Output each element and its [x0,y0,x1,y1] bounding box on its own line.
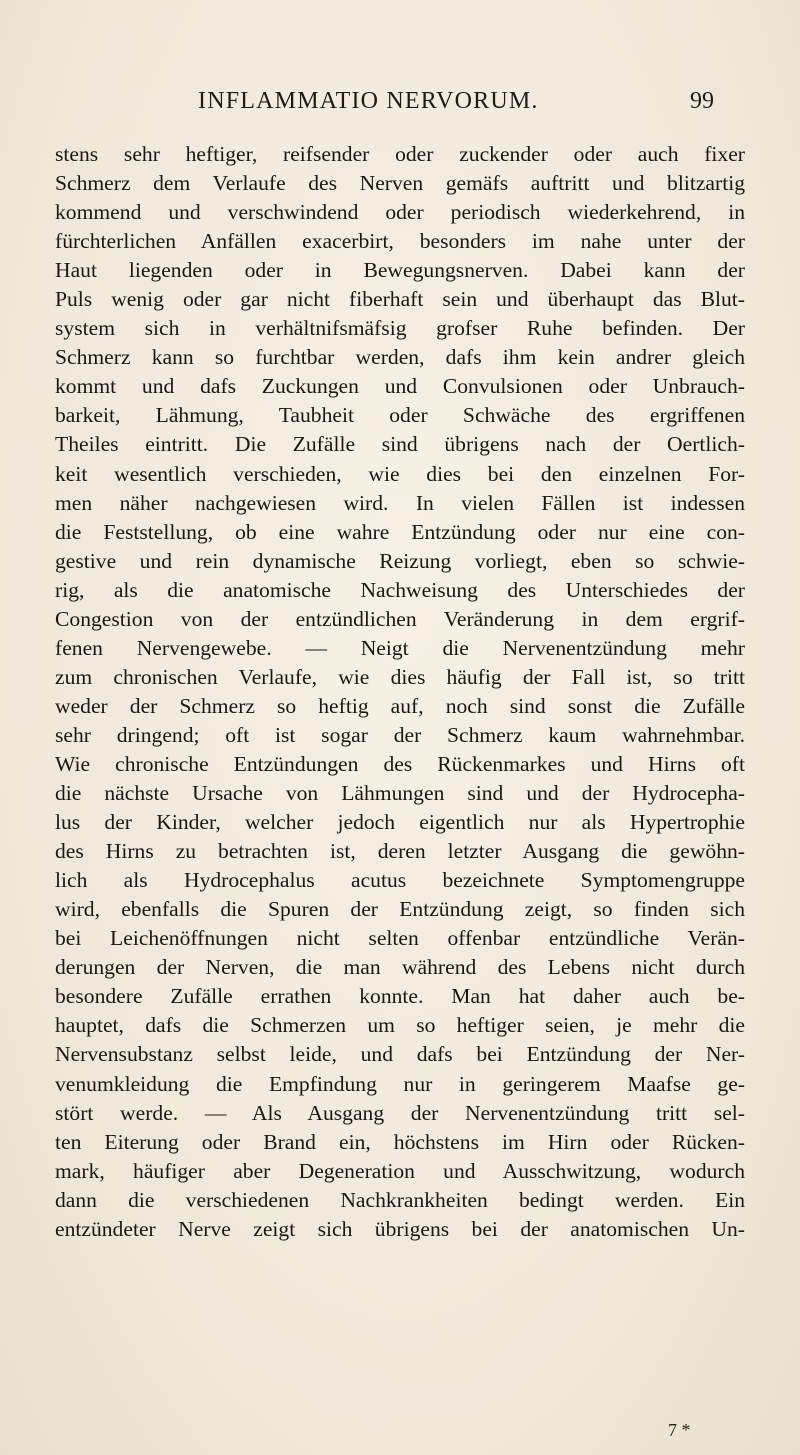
text-line: stens sehr heftiger, reifsender oder zuckender oder auch fixer [55,142,745,166]
text-line: weder der Schmerz so heftig auf, noch sind sonst die Zufälle [55,693,745,718]
text-line: dann die verschiedenen Nachkrankheiten bedingt werden. Ein [55,1187,745,1212]
text-line: men näher nachgewiesen wird. In vielen Fällen ist indessen [55,490,745,515]
text-line: mark, häufiger aber Degeneration und Ausschwitzung, wodurch [55,1158,745,1183]
text-line: Puls wenig oder gar nicht fiberhaft sein und überhaupt das Blut- [55,287,745,312]
text-line: sehr dringend; oft ist sogar der Schmerz kaum wahrnehmbar. [55,722,745,747]
text-line: kommend und verschwindend oder periodisch wiederkehrend, in [55,200,745,225]
text-line: entzündeter Nerve zeigt sich übrigens bei der anatomischen Un- [55,1216,745,1241]
text-line: wird, ebenfalls die Spuren der Entzündung zeigt, so finden sich [55,897,745,922]
text-line: Schmerz dem Verlaufe des Nerven gemäfs auftritt und blitzartig [55,171,745,196]
text-line: besondere Zufälle errathen konnte. Man hat daher auch be- [55,984,745,1009]
page-number: 99 [690,88,714,114]
text-line: gestive und rein dynamische Reizung vorliegt, eben so schwie- [55,548,745,573]
text-line: die nächste Ursache von Lähmungen sind und der Hydrocepha- [55,781,745,806]
text-line: Congestion von der entzündlichen Veränderung in dem ergrif- [55,606,745,631]
text-line: die Feststellung, ob eine wahre Entzündung oder nur eine con- [55,519,745,544]
text-line: zum chronischen Verlaufe, wie dies häufig der Fall ist, so tritt [55,664,745,689]
text-line: fürchterlichen Anfällen exacerbirt, besonders im nahe unter der [55,229,745,254]
text-line: kommt und dafs Zuckungen und Convulsionen oder Unbrauch- [55,374,745,399]
text-line: stört werde. — Als Ausgang der Nervenentzündung tritt sel- [55,1100,745,1125]
text-line: lich als Hydrocephalus acutus bezeichnete Symptomengruppe [55,868,745,893]
text-line: Haut liegenden oder in Bewegungsnerven. Dabei kann der [55,258,745,283]
signature-mark: 7 * [668,1420,691,1440]
text-line: rig, als die anatomische Nachweisung des Unterschiedes der [55,577,745,602]
text-line: derungen der Nerven, die man während des Lebens nicht durch [55,955,745,980]
text-line: Theiles eintritt. Die Zufälle sind übrigens nach der Oertlich- [55,432,745,457]
text-line: des Hirns zu betrachten ist, deren letzter Ausgang die gewöhn- [55,839,745,864]
text-line: Wie chronische Entzündungen des Rückenmarkes und Hirns oft [55,751,745,776]
text-line: Nervensubstanz selbst leide, und dafs bei Entzündung der Ner- [55,1042,745,1067]
text-line: ten Eiterung oder Brand ein, höchstens im Hirn oder Rücken- [55,1129,745,1154]
text-line: Schmerz kann so furchtbar werden, dafs ihm kein andrer gleich [55,345,745,370]
text-line: venumkleidung die Empfindung nur in geringerem Maafse ge- [55,1071,745,1096]
body-text [55,140,745,1244]
running-head [0,88,800,128]
text-line: barkeit, Lähmung, Taubheit oder Schwäche des ergriffenen [55,403,745,428]
text-line: system sich in verhältnifsmäfsig grofser Ruhe befinden. Der [55,316,745,341]
text-line: bei Leichenöffnungen nicht selten offenbar entzündliche Verän- [55,926,745,951]
running-title: INFLAMMATIO NERVORUM. [198,88,539,114]
text-line: lus der Kinder, welcher jedoch eigentlich nur als Hypertrophie [55,810,745,835]
text-line: keit wesentlich verschieden, wie dies bei den einzelnen For- [55,461,745,486]
text-line: hauptet, dafs die Schmerzen um so heftiger seien, je mehr die [55,1013,745,1038]
text-line: fenen Nervengewebe. — Neigt die Nervenentzündung mehr [55,635,745,660]
